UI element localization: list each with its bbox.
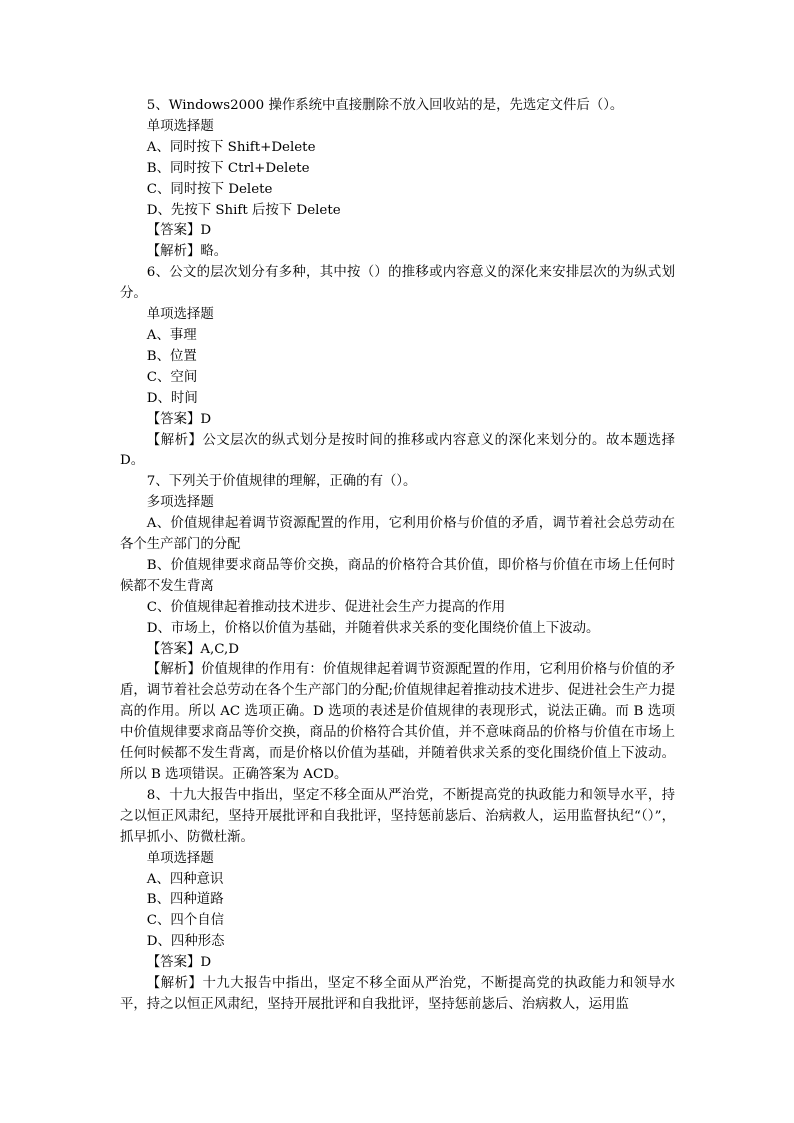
question-8-option-d: D、四种形态 <box>146 934 225 950</box>
question-7-option-c: C、价值规律起着推动技术进步、促进社会生产力提高的作用 <box>146 599 506 615</box>
question-8-stem: 8、十九大报告中指出，坚定不移全面从严治党，不断提高党的执政能力和领导水平，持之以恒正风肃纪，坚持开展批评和自我批评，坚持惩前毖后、治病救人，运用监督执纪“（）”，抓早抓小、防微杜渐。 <box>120 787 675 845</box>
question-8-answer: 【答案】D <box>146 955 212 971</box>
document-page <box>120 96 675 1016</box>
question-6-option-b: B、位置 <box>146 348 197 364</box>
question-5-option-d: D、先按下 Shift 后按下 Delete <box>146 202 341 218</box>
question-6-type: 单项选择题 <box>146 307 214 323</box>
question-7-option-a: A、价值规律起着调节资源配置的作用，它利用价格与价值的矛盾，调节着社会总劳动在各个生产部门的分配 <box>120 516 675 553</box>
question-8-option-c: C、四个自信 <box>146 913 224 929</box>
question-5-answer: 【答案】D <box>146 223 212 239</box>
question-7-explanation: 【解析】价值规律的作用有：价值规律起着调节资源配置的作用，它利用价格与价值的矛盾，调节着社会总劳动在各个生产部门的分配;价值规律起着推动技术进步、促进社会生产力提高的作用。所以 AC 选项正确。D 选项的表述是价值规律的表现形式，说法正确。而 B 选项中价值规律要求商品等价交换，商品的价格符合其价值，并不意味商品的价格与价值在市场上任何时候都不发生背离，而是价格以价值为基础，并随着供求关系的变化围绕价值上下波动。所以 B 选项错误。正确答案为 ACD。 <box>120 662 675 782</box>
question-6-option-c: C、空间 <box>146 369 198 385</box>
question-5-type: 单项选择题 <box>146 118 214 134</box>
question-8-type: 单项选择题 <box>146 850 214 866</box>
question-8-explanation: 【解析】十九大报告中指出，坚定不移全面从严治党，不断提高党的执政能力和领导水平，持之以恒正风肃纪，坚持开展批评和自我批评，坚持惩前毖后、治病救人，运用监 <box>120 976 675 1012</box>
question-8-option-b: B、四种道路 <box>146 892 224 908</box>
question-6-option-a: A、事理 <box>146 327 197 343</box>
question-7-stem: 7、下列关于价值规律的理解，正确的有（）。 <box>146 474 417 490</box>
question-6-answer: 【答案】D <box>146 411 212 427</box>
question-6-option-d: D、时间 <box>146 390 198 406</box>
question-8-option-a: A、四种意识 <box>146 871 224 887</box>
question-7-answer: 【答案】A,C,D <box>146 641 240 657</box>
question-7-type: 多项选择题 <box>146 495 214 511</box>
question-5-stem: 5、Windows2000 操作系统中直接删除不放入回收站的是，先选定文件后（）。 <box>146 98 624 113</box>
question-6-explanation: 【解析】公文层次的纵式划分是按时间的推移或内容意义的深化来划分的。故本题选择 D。 <box>120 432 675 469</box>
question-5-explanation: 【解析】略。 <box>146 244 228 260</box>
question-6-stem: 6、公文的层次划分有多种，其中按（）的推移或内容意义的深化来安排层次的为纵式划分。 <box>120 265 675 302</box>
question-5-option-b: B、同时按下 Ctrl+Delete <box>146 160 310 176</box>
question-7-option-d: D、市场上，价格以价值为基础，并随着供求关系的变化围绕价值上下波动。 <box>146 620 600 636</box>
question-7-option-b: B、价值规律要求商品等价交换，商品的价格符合其价值，即价格与价值在市场上任何时候都不发生背离 <box>120 557 675 594</box>
question-5-option-c: C、同时按下 Delete <box>146 181 273 197</box>
question-5-option-a: A、同时按下 Shift+Delete <box>146 139 316 155</box>
